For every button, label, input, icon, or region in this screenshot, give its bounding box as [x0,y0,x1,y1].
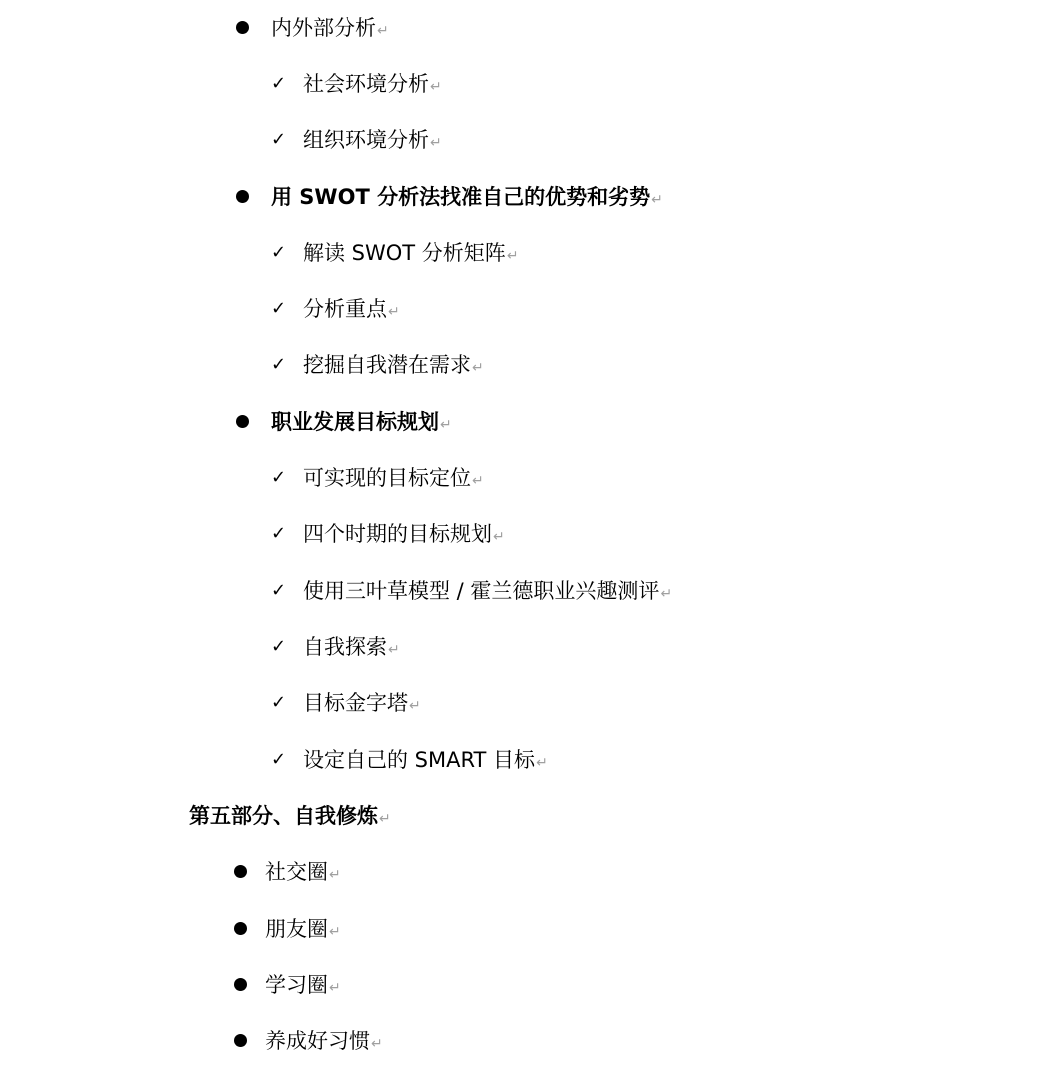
checkmark-icon: ✓ [271,692,287,713]
paragraph-mark-icon: ↵ [472,473,484,489]
item-text: 职业发展目标规划 [271,410,439,434]
checkmark-icon: ✓ [271,636,287,657]
paragraph-mark-icon: ↵ [329,980,341,996]
checkmark-icon: ✓ [271,467,287,488]
paragraph-mark-icon: ↵ [472,360,484,376]
paragraph-mark-icon: ↵ [329,924,341,940]
item-text: 用 SWOT 分析法找准自己的优势和劣势 [271,185,651,209]
paragraph-mark-icon: ↵ [430,79,442,95]
item-text: 目标金字塔 [303,691,408,715]
item-text: 社会环境分析 [303,72,429,96]
bullet-dot-icon [236,415,249,428]
paragraph-mark-icon: ↵ [506,248,519,264]
item-text: 学习圈 [265,973,328,997]
checkmark-icon: ✓ [271,298,287,319]
bullet-dot-icon [234,1034,247,1047]
item-text: 内外部分析 [271,16,376,40]
paragraph-mark-icon: ↵ [329,867,341,883]
checkmark-icon: ✓ [271,523,287,544]
paragraph-mark-icon: ↵ [440,417,452,433]
item-text: 解读 SWOT 分析矩阵 [303,241,506,265]
bullet-dot-icon [234,865,247,878]
bullet-dot-icon [234,978,247,991]
paragraph-mark-icon: ↵ [388,642,400,658]
paragraph-mark-icon: ↵ [660,586,673,602]
item-text: 设定自己的 SMART 目标 [303,748,536,772]
paragraph-mark-icon: ↵ [493,529,505,545]
checkmark-icon: ✓ [271,580,287,601]
item-text: 四个时期的目标规划 [303,522,492,546]
item-text: 养成好习惯 [265,1029,370,1053]
item-text: 分析重点 [303,297,387,321]
paragraph-mark-icon: ↵ [377,23,389,39]
item-text: 挖掘自我潜在需求 [303,353,471,377]
bullet-dot-icon [236,190,249,203]
item-text: 可实现的目标定位 [303,466,471,490]
checkmark-icon: ✓ [271,73,287,94]
paragraph-mark-icon: ↵ [430,135,442,151]
paragraph-mark-icon: ↵ [409,698,421,714]
item-text: 自我探索 [303,635,387,659]
paragraph-mark-icon: ↵ [371,1036,383,1052]
checkmark-icon: ✓ [271,749,287,770]
paragraph-mark-icon: ↵ [651,192,663,208]
item-text: 组织环境分析 [303,128,429,152]
paragraph-mark-icon: ↵ [388,304,400,320]
checkmark-icon: ✓ [271,242,287,263]
bullet-dot-icon [236,21,249,34]
heading-text: 第五部分、自我修炼 [189,804,378,828]
bullet-dot-icon [234,922,247,935]
checkmark-icon: ✓ [271,129,287,150]
item-text: 使用三叶草模型 / 霍兰德职业兴趣测评 [303,579,660,603]
item-text: 朋友圈 [265,917,328,941]
item-text: 社交圈 [265,860,328,884]
paragraph-mark-icon: ↵ [379,811,391,827]
paragraph-mark-icon: ↵ [536,755,548,771]
checkmark-icon: ✓ [271,354,287,375]
